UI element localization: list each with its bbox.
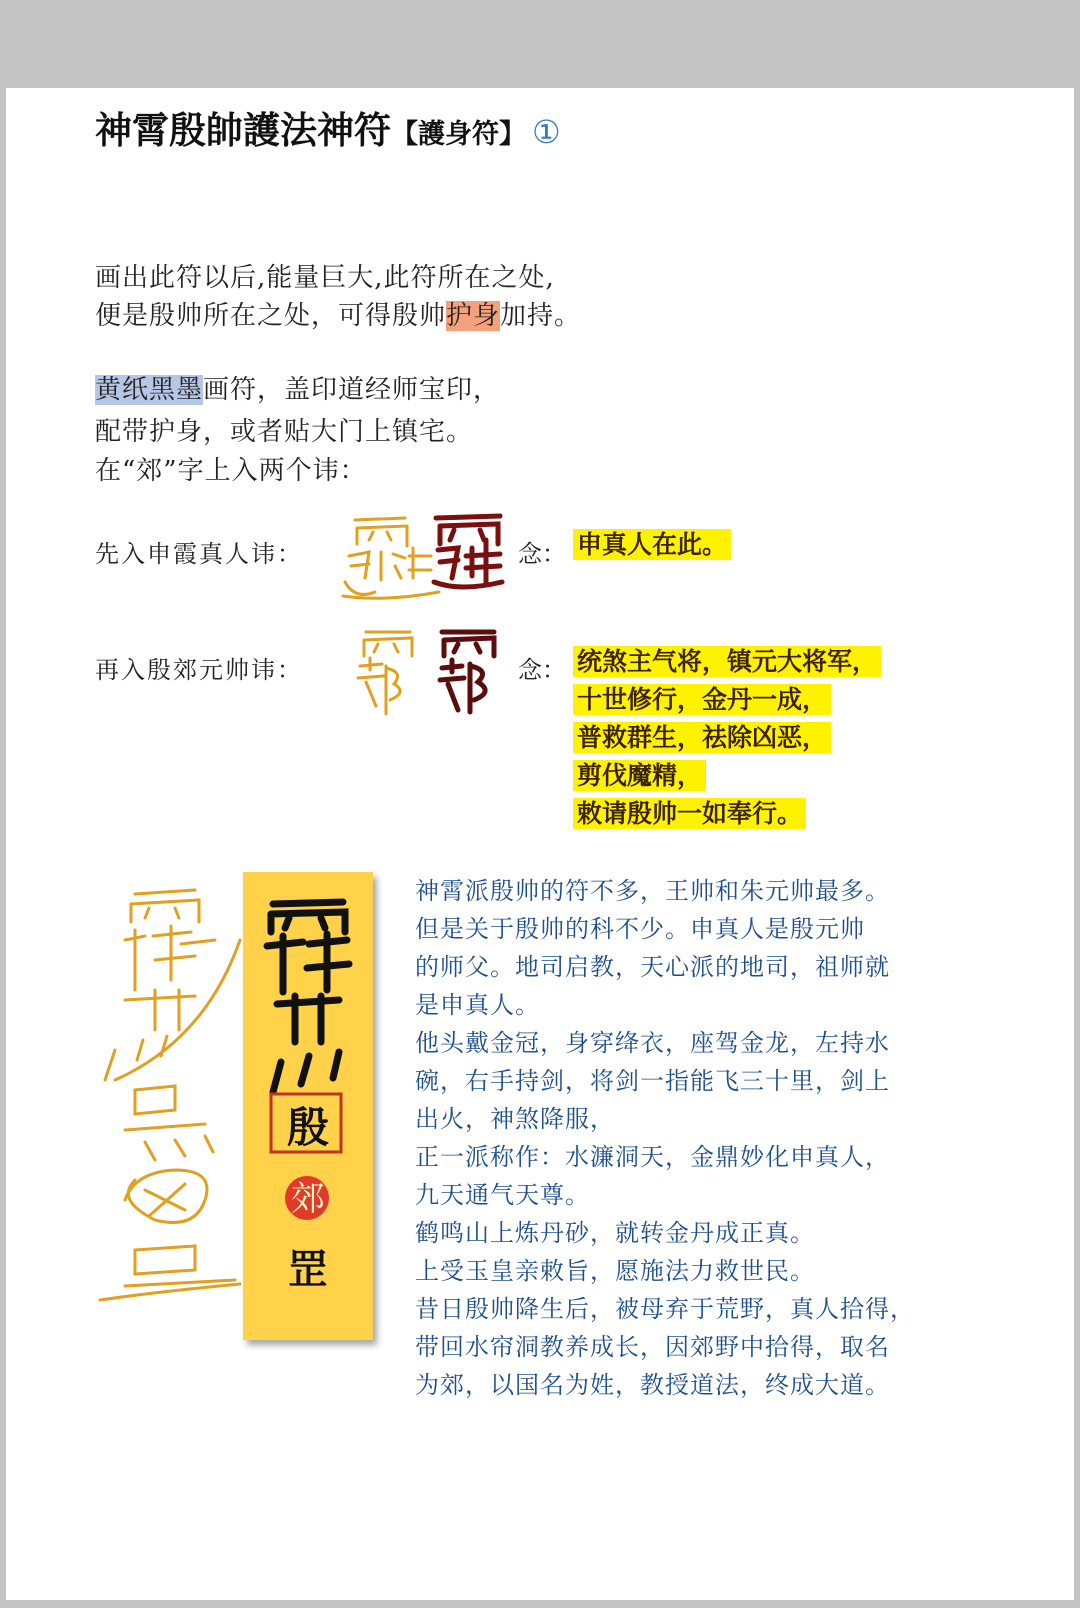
step2-nian-label: 念： — [518, 656, 566, 684]
description-line: 但是关于殷帅的科不少。申真人是殷元帅 — [415, 915, 865, 943]
chant-line: 统煞主气将，镇元大将军， — [573, 646, 881, 677]
chant-line: 十世修行，金丹一成， — [573, 684, 831, 715]
chant-line: 申真人在此。 — [573, 529, 731, 560]
handwritten-glyph-1 — [335, 508, 445, 604]
intro-line-1: 画出此符以后,能量巨大,此符所在之处, — [95, 263, 555, 293]
usage-line-1: 黄纸黑墨画符，盖印道经师宝印， — [95, 375, 501, 405]
step2-chant — [573, 643, 881, 833]
description-line: 为郊，以国名为姓，教授道法，终成大道。 — [415, 1371, 890, 1399]
talisman-sketch — [95, 880, 245, 1320]
step1-chant — [573, 526, 731, 564]
usage-line-3: 在“郊”字上入两个讳： — [95, 456, 367, 486]
title-main: 神霄殷帥護法神符 — [95, 108, 391, 152]
chant-line: 剪伐魔精， — [573, 760, 706, 791]
talisman-card — [243, 872, 373, 1340]
description-line: 正一派称作：水濂洞天，金鼎妙化申真人， — [415, 1143, 890, 1171]
talisman-char-jiao: 郊 — [291, 1179, 325, 1219]
description-line: 是申真人。 — [415, 991, 540, 1019]
handwritten-glyph-4 — [436, 626, 500, 716]
description-line: 神霄派殷帅的符不多，王帅和朱元帅最多。 — [415, 877, 890, 905]
page-title — [95, 100, 561, 154]
description-line: 上受玉皇亲敕旨，愿施法力救世民。 — [415, 1257, 815, 1285]
description-line: 鹤鸣山上炼丹砂，就转金丹成正真。 — [415, 1219, 815, 1247]
talisman-char-gang: 罡 — [288, 1246, 328, 1293]
highlight-paper-ink: 黄纸黑墨 — [95, 375, 204, 405]
description-line: 他头戴金冠，身穿绛衣，座驾金龙，左持水 — [415, 1029, 890, 1057]
description-line: 九天通气天尊。 — [415, 1181, 590, 1209]
step2-label: 再入殷郊元帅讳： — [95, 656, 303, 684]
description-line: 昔日殷帅降生后，被母弃于荒野，真人拾得， — [415, 1295, 915, 1323]
description-line: 碗，右手持剑，将剑一指能飞三十里，剑上 — [415, 1067, 890, 1095]
chant-line: 普救群生，祛除凶恶， — [573, 722, 831, 753]
description-text — [415, 872, 1035, 1404]
intro-line-2: 便是殷帅所在之处，可得殷帅护身加持。 — [95, 301, 582, 331]
handwritten-glyph-3 — [352, 626, 422, 722]
talisman-char-yin: 殷 — [286, 1103, 329, 1152]
title-number: ① — [532, 113, 561, 151]
description-line: 出火，神煞降服， — [415, 1105, 615, 1133]
description-line: 带回水帘洞教养成长，因郊野中拾得，取名 — [415, 1333, 890, 1361]
talisman-top-glyph — [267, 902, 349, 1092]
highlight-protect: 护身 — [446, 301, 501, 331]
handwritten-glyph-2 — [430, 510, 508, 592]
step1-nian-label: 念： — [518, 540, 566, 568]
title-subtitle: 【護身符】 — [391, 119, 526, 150]
description-line: 的师父。地司启教，天心派的地司，祖师就 — [415, 953, 890, 981]
step1-label: 先入申霞真人讳： — [95, 540, 303, 568]
usage-line-2: 配带护身，或者贴大门上镇宅。 — [95, 417, 474, 447]
chant-line: 敕请殷帅一如奉行。 — [573, 798, 806, 829]
